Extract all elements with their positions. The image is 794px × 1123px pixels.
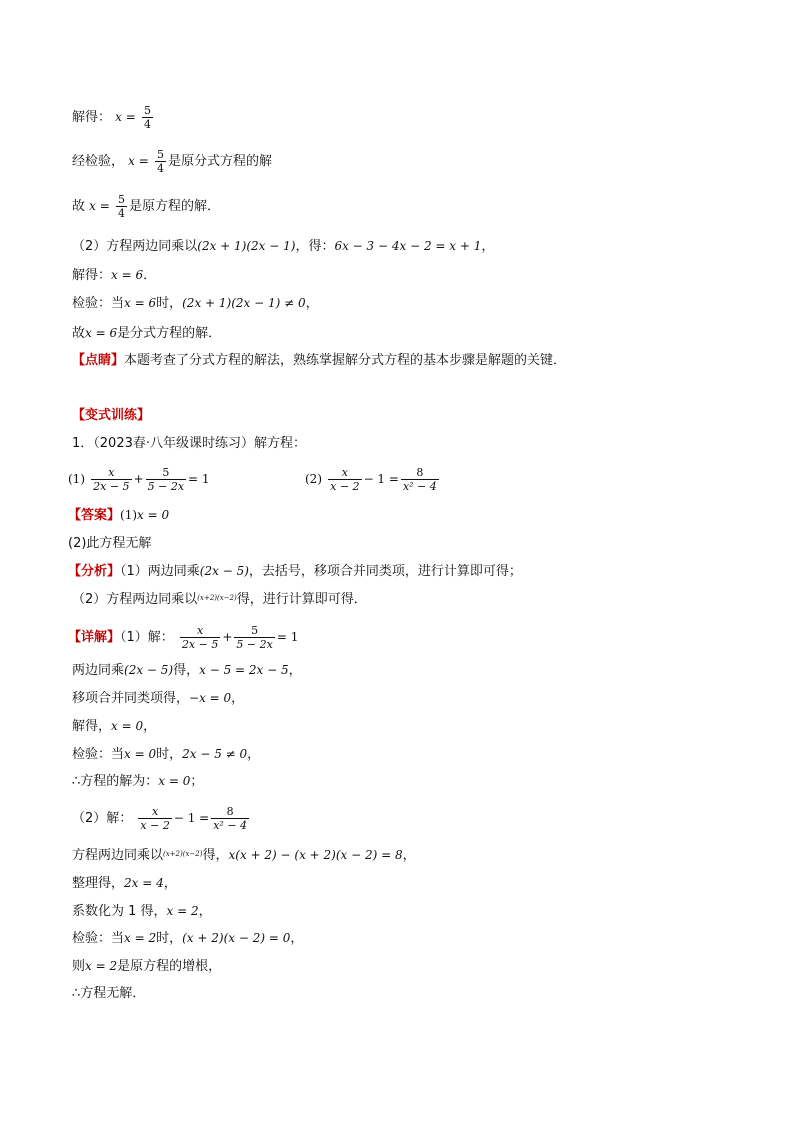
text: ； xyxy=(190,774,204,789)
detail-step-10 xyxy=(72,957,221,976)
operator: + xyxy=(133,472,144,486)
operator: − 1 = xyxy=(363,472,399,486)
text: (2)此方程无解 xyxy=(68,536,152,551)
detail-step-2 xyxy=(72,689,244,708)
math-expr: (2x − 5) xyxy=(124,663,174,677)
text: 方程两边同乘以 xyxy=(72,848,164,863)
detail-step-4 xyxy=(72,745,260,764)
problem-label: (1) xyxy=(68,472,85,486)
text: 两边同乘 xyxy=(72,663,125,678)
solution-line-7 xyxy=(72,324,221,343)
math-expr: (x + 2)(x − 2) = 0 xyxy=(182,931,291,945)
problem-label: (2) xyxy=(305,472,322,486)
math-expr: x = 6 xyxy=(111,268,144,282)
math-expr: x = xyxy=(89,199,110,213)
detail-step-3 xyxy=(72,717,156,736)
numerator: 5 xyxy=(117,193,125,206)
note-tag: 【点睛】 xyxy=(72,353,125,368)
math-expr: x(x + 2) − (x + 2)(x − 2) = 8 xyxy=(228,848,403,862)
text: ，得： xyxy=(295,239,335,254)
detail-step-8 xyxy=(72,902,212,921)
text-label: 解得： xyxy=(72,110,112,125)
math-expr: (2x + 1)(2x − 1) xyxy=(197,239,296,253)
numerator: x xyxy=(328,466,361,480)
text: 解得， xyxy=(72,719,112,734)
text: （2）方程两边同乘以 xyxy=(72,239,198,254)
text: 是原分式方程的解 xyxy=(167,154,272,169)
text: ， xyxy=(288,663,302,678)
text: （1）两边同乘 xyxy=(120,564,200,579)
text-label: 经检验， xyxy=(72,154,125,169)
math-expr: x = 0 xyxy=(111,719,144,733)
denominator: 2x − 5 xyxy=(93,480,130,493)
text: （2）方程两边同乘以 xyxy=(72,592,198,607)
pointer-note xyxy=(72,352,566,370)
solution-line-6 xyxy=(72,294,319,313)
detail-step-9 xyxy=(72,929,303,948)
math-expr: (2x − 5) xyxy=(199,564,249,578)
text: ． xyxy=(143,268,157,283)
text: 解得： xyxy=(72,268,112,283)
math-expr: x = 6 xyxy=(124,296,157,310)
detail-line-1 xyxy=(68,624,298,651)
answer-tag: 【答案】 xyxy=(68,508,121,523)
operator: − 1 = xyxy=(173,811,210,825)
fraction xyxy=(116,193,127,220)
fraction xyxy=(401,466,439,493)
denominator: x² − 4 xyxy=(213,819,248,832)
solution-line-4 xyxy=(72,237,494,256)
denominator: 2x − 5 xyxy=(181,638,219,651)
denominator: 4 xyxy=(143,118,151,131)
section-tag: 【变式训练】 xyxy=(72,408,151,423)
text: 检验：当 xyxy=(72,747,125,762)
denominator: 5 − 2x xyxy=(236,638,273,651)
detail-step-6 xyxy=(72,845,416,865)
problem-1 xyxy=(68,466,210,493)
text: 时， xyxy=(156,747,183,762)
numerator: 8 xyxy=(401,466,439,480)
text: 系数化为 1 得， xyxy=(72,904,167,919)
analysis-line-2 xyxy=(72,589,367,609)
denominator: 5 − 2x xyxy=(147,480,185,493)
text: 检验：当 xyxy=(72,931,125,946)
answer-line-2 xyxy=(68,535,151,553)
text: 故 xyxy=(72,326,86,341)
detail-step-7 xyxy=(72,874,177,893)
solution-line-3 xyxy=(72,193,220,220)
text: ， xyxy=(402,848,416,863)
text: 检验：当 xyxy=(72,296,125,311)
question-text: 1．（2023春·八年级课时练习）解方程： xyxy=(72,436,306,451)
equals: = 1 xyxy=(188,472,210,486)
numerator: 5 xyxy=(146,466,186,480)
math-expr: x = xyxy=(115,110,136,124)
math-expr: 2x = 4 xyxy=(124,876,164,890)
fraction xyxy=(180,624,220,651)
numerator: 5 xyxy=(143,104,151,117)
text: ， xyxy=(143,719,157,734)
fraction xyxy=(146,466,186,493)
fraction xyxy=(142,104,153,131)
text: ， xyxy=(305,296,319,311)
text: ， xyxy=(163,876,177,891)
fraction xyxy=(91,466,131,493)
solution-line-5 xyxy=(72,266,156,285)
math-expr-small: (x+2)(x−2) xyxy=(197,594,237,602)
text: 得， xyxy=(173,663,200,678)
math-expr: x = 2 xyxy=(85,959,118,973)
equals: = 1 xyxy=(276,630,299,644)
text: 则 xyxy=(72,959,86,974)
math-expr: x = 6 xyxy=(85,326,118,340)
text-label: 故 xyxy=(72,199,86,214)
text: 移项合并同类项得， xyxy=(72,691,190,706)
numerator: x xyxy=(138,805,171,819)
detail-tag: 【详解】 xyxy=(68,630,121,645)
solution-line-1 xyxy=(72,104,155,131)
text: 整理得， xyxy=(72,876,125,891)
solution-line-2 xyxy=(72,148,272,175)
analysis-tag: 【分析】 xyxy=(68,564,121,579)
math-expr: x − 5 = 2x − 5 xyxy=(199,663,289,677)
answer-line xyxy=(68,506,169,525)
math-expr: (2x + 1)(2x − 1) ≠ 0 xyxy=(182,296,306,310)
text: ， xyxy=(198,904,212,919)
fraction xyxy=(328,466,361,493)
section-heading xyxy=(72,407,150,425)
numerator: 8 xyxy=(211,805,249,819)
math-expr: x = 2 xyxy=(166,904,199,918)
analysis-line-1 xyxy=(68,562,522,581)
denominator: 4 xyxy=(156,162,164,175)
denominator: x − 2 xyxy=(140,819,170,832)
math-expr: 2x − 5 ≠ 0 xyxy=(182,747,248,761)
math-expr: 6x − 3 − 4x − 2 = x + 1 xyxy=(334,239,482,253)
denominator: x² − 4 xyxy=(402,480,437,493)
math-expr: −x = 0 xyxy=(189,691,232,705)
math-expr: x = 0 xyxy=(158,774,191,788)
numerator: x xyxy=(180,624,220,638)
text: 得， xyxy=(202,848,229,863)
text: （2）解： xyxy=(72,811,133,826)
math-expr: x = 2 xyxy=(124,931,157,945)
text: ∴方程的解为： xyxy=(72,774,159,789)
text: ， xyxy=(231,691,245,706)
numerator: x xyxy=(91,466,131,480)
math-expr: x = 0 xyxy=(137,508,170,522)
text: ，去括号，移项合并同类项，进行计算即可得； xyxy=(248,564,522,579)
denominator: 4 xyxy=(117,207,125,220)
text: ∴方程无解． xyxy=(72,986,146,1001)
numerator: 5 xyxy=(234,624,274,638)
text: （1）解： xyxy=(120,630,174,645)
denominator: x − 2 xyxy=(330,480,360,493)
text: 时， xyxy=(156,931,183,946)
detail-step-5 xyxy=(72,772,203,791)
text: (1) xyxy=(120,508,138,522)
detail-step-11 xyxy=(72,985,145,1003)
text: 是原方程的增根， xyxy=(117,959,222,974)
math-expr-small: (x+2)(x−2) xyxy=(163,850,203,858)
text: 是分式方程的解． xyxy=(117,326,222,341)
fraction xyxy=(234,624,274,651)
fraction xyxy=(155,148,166,175)
numerator: 5 xyxy=(156,148,164,161)
detail-step-1 xyxy=(72,661,302,680)
fraction xyxy=(138,805,171,832)
detail-part-2 xyxy=(72,805,251,832)
text: ， xyxy=(481,239,495,254)
math-expr: x = 0 xyxy=(124,747,157,761)
text: ， xyxy=(290,931,304,946)
question-intro xyxy=(72,435,306,453)
text: ， xyxy=(247,747,261,762)
text: 得，进行计算即可得． xyxy=(236,592,367,607)
math-expr: x = xyxy=(128,154,149,168)
text: 时， xyxy=(156,296,183,311)
fraction xyxy=(211,805,249,832)
note-text: 本题考查了分式方程的解法，熟练掌握解分式方程的基本步骤是解题的关键． xyxy=(124,353,567,368)
problem-2 xyxy=(305,466,441,493)
text: 是原方程的解． xyxy=(128,199,220,214)
operator: + xyxy=(222,630,233,644)
